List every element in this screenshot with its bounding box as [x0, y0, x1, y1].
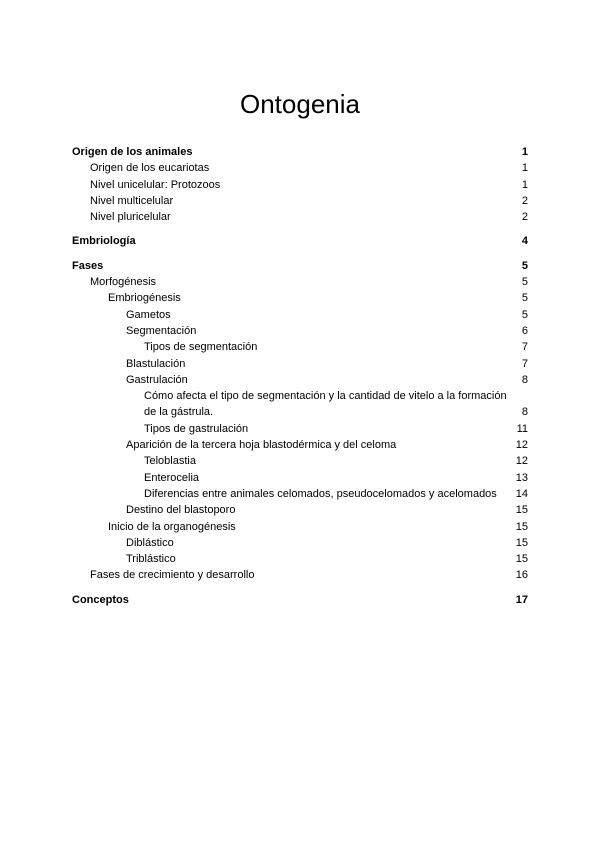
toc-entry-page: 1 — [521, 146, 528, 158]
toc-entry-label: Fases de crecimiento y desarrollo — [90, 569, 255, 582]
toc-entry[interactable] — [72, 592, 528, 608]
toc-entry[interactable] — [72, 502, 528, 518]
toc-entry[interactable] — [72, 453, 528, 469]
table-of-contents — [72, 144, 528, 608]
toc-entry-label: Cómo afecta el tipo de segmentación y la cantidad de vitelo a la formación de la gástrula. — [144, 390, 507, 419]
toc-entry[interactable] — [72, 356, 528, 372]
toc-entry-label: Blastulación — [126, 357, 186, 370]
toc-entry[interactable] — [72, 193, 528, 209]
toc-entry-page: 1 — [521, 162, 528, 175]
toc-entry[interactable] — [72, 144, 528, 160]
toc-entry-label: Triblástico — [126, 553, 176, 566]
toc-entry-page: 7 — [521, 341, 528, 354]
toc-entry[interactable] — [72, 470, 528, 486]
toc-entry[interactable] — [72, 209, 528, 225]
toc-entry[interactable] — [72, 486, 528, 502]
toc-entry-label: Gametos — [126, 308, 171, 321]
toc-entry[interactable] — [72, 535, 528, 551]
toc-entry-page: 16 — [515, 569, 528, 582]
toc-spacer — [72, 250, 528, 258]
toc-entry[interactable] — [72, 437, 528, 453]
toc-entry-label: Embriogénesis — [108, 292, 181, 305]
toc-entry-label: Nivel pluricelular — [90, 211, 171, 224]
toc-entry-label: Segmentación — [126, 324, 197, 337]
toc-entry[interactable] — [72, 421, 528, 437]
toc-entry[interactable] — [72, 290, 528, 306]
toc-entry-page: 15 — [515, 536, 528, 549]
toc-entry-page: 5 — [521, 308, 528, 321]
toc-entry-label: Nivel multicelular — [90, 194, 174, 207]
toc-entry-page: 13 — [515, 471, 528, 484]
page-title: Ontogenia — [240, 89, 360, 119]
toc-entry-page: 2 — [521, 211, 528, 224]
toc-entry-label: Morfogénesis — [90, 276, 157, 289]
toc-entry[interactable] — [72, 388, 528, 421]
toc-entry-label: Nivel unicelular: Protozoos — [90, 178, 221, 191]
toc-spacer — [72, 584, 528, 592]
toc-entry-page: 12 — [515, 455, 528, 468]
toc-entry-page: 15 — [515, 553, 528, 566]
toc-entry-page: 5 — [521, 276, 528, 289]
toc-entry-label: Origen de los animales — [72, 146, 193, 158]
toc-spacer — [72, 225, 528, 233]
toc-entry-label: Enterocelia — [144, 471, 200, 484]
toc-entry[interactable] — [72, 551, 528, 567]
toc-entry[interactable] — [72, 258, 528, 274]
toc-entry[interactable] — [72, 567, 528, 583]
toc-entry[interactable] — [72, 233, 528, 249]
toc-entry[interactable] — [72, 274, 528, 290]
toc-entry-label: Tipos de gastrulación — [144, 422, 249, 435]
toc-entry[interactable] — [72, 372, 528, 388]
toc-entry[interactable] — [72, 339, 528, 355]
toc-entry-page: 15 — [515, 504, 528, 517]
toc-entry[interactable] — [72, 307, 528, 323]
toc-entry-label: Fases — [72, 259, 104, 272]
toc-entry-label: Diblástico — [126, 536, 174, 549]
toc-entry-label: Origen de los eucariotas — [90, 162, 210, 175]
toc-entry-page: 14 — [515, 487, 528, 500]
toc-entry[interactable] — [72, 177, 528, 193]
toc-entry-page: 5 — [521, 259, 528, 272]
toc-entry-page: 12 — [515, 439, 528, 452]
toc-entry-label: Teloblastia — [144, 455, 196, 468]
toc-entry-label: Gastrulación — [126, 373, 188, 386]
toc-entry[interactable] — [72, 323, 528, 339]
toc-entry-page: 6 — [521, 324, 528, 337]
toc-entry-label: Inicio de la organogénesis — [108, 520, 236, 533]
toc-entry-page: 2 — [521, 194, 528, 207]
toc-entry-label: Diferencias entre animales celomados, pseudocelomados y acelomados — [144, 487, 497, 500]
toc-entry-page: 17 — [515, 593, 528, 606]
toc-entry-page: 11 — [516, 422, 528, 435]
toc-entry-page: 7 — [521, 357, 528, 370]
toc-entry-page: 1 — [521, 178, 528, 191]
toc-entry-page: 4 — [521, 235, 528, 248]
toc-entry-label: Destino del blastoporo — [126, 504, 236, 517]
toc-entry-label: Embriología — [72, 235, 136, 248]
toc-entry-page: 15 — [515, 520, 528, 533]
toc-entry-label: Aparición de la tercera hoja blastodérmica y del celoma — [126, 439, 397, 452]
toc-entry-page: 8 — [521, 406, 528, 419]
toc-entry-page: 5 — [521, 292, 528, 305]
toc-entry[interactable] — [72, 160, 528, 176]
toc-entry-label: Tipos de segmentación — [144, 341, 258, 354]
toc-entry-page: 8 — [521, 373, 528, 386]
toc-entry-label: Conceptos — [72, 593, 129, 606]
toc-entry[interactable] — [72, 519, 528, 535]
